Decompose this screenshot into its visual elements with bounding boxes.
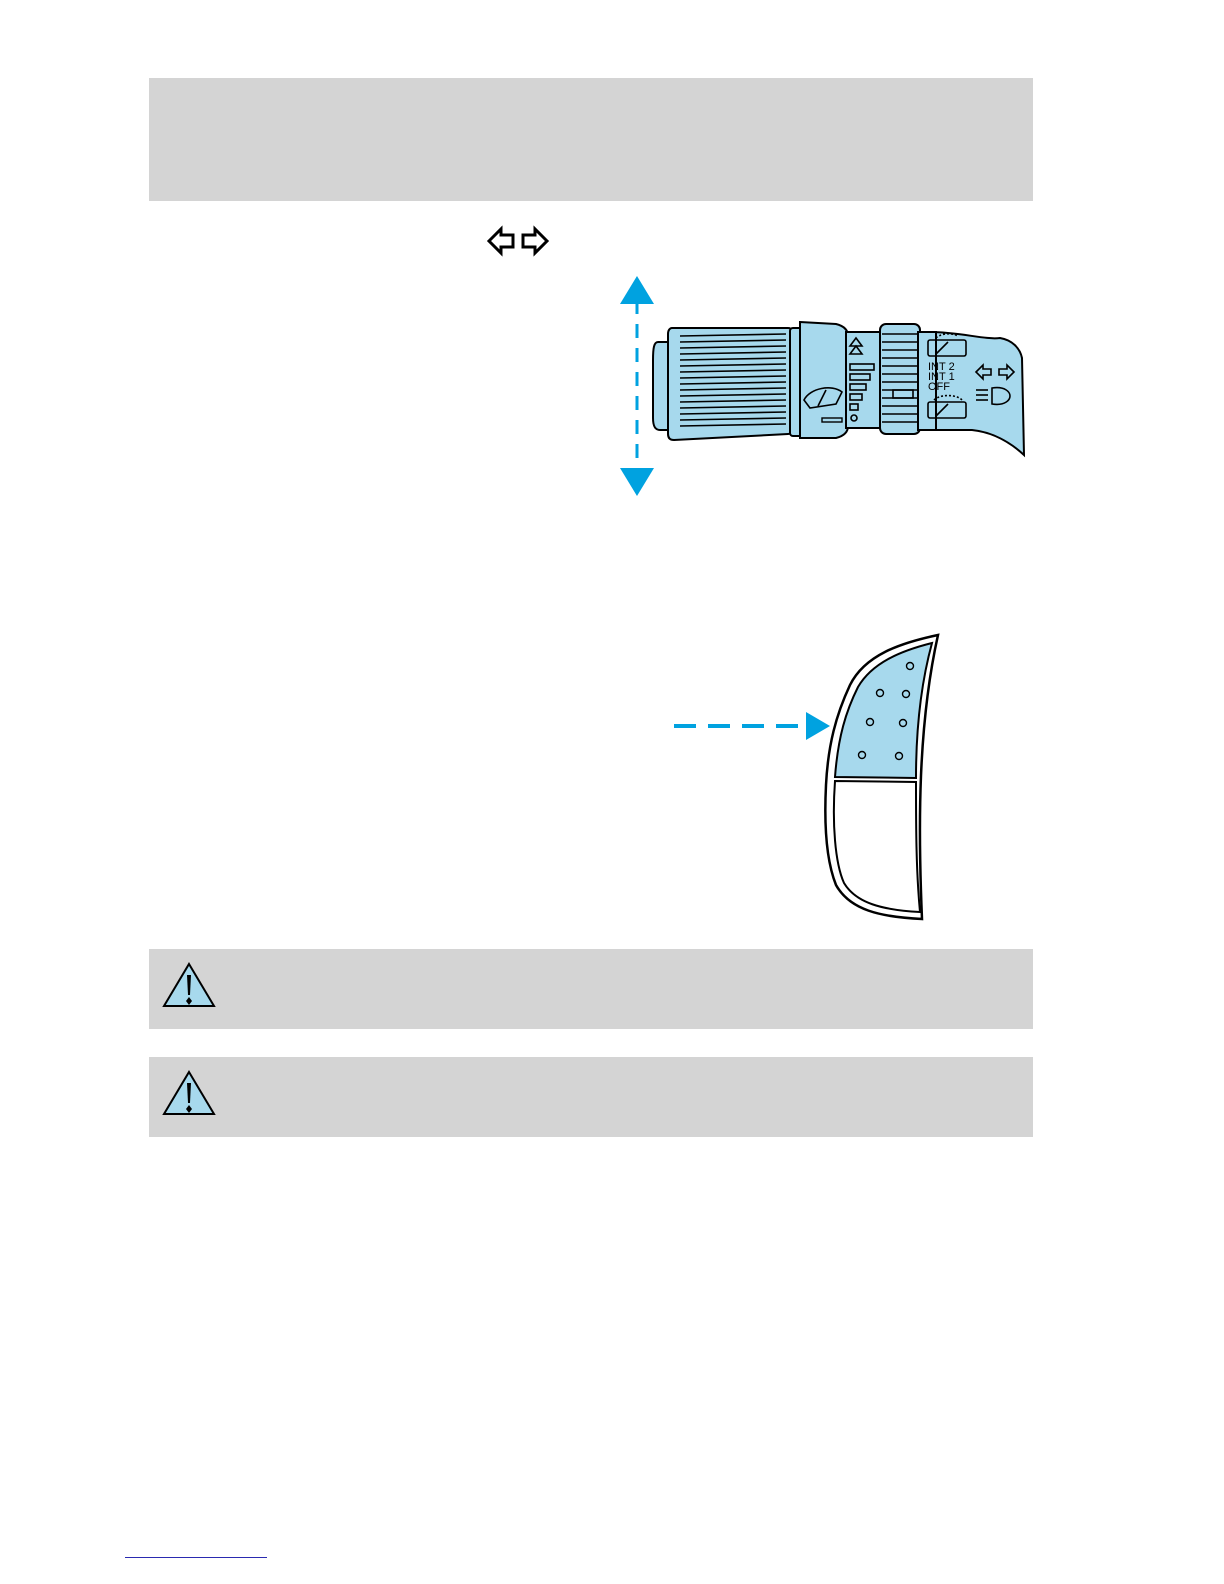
- right-arrow-icon: [523, 229, 547, 253]
- int1-label: INT 1: [928, 371, 955, 383]
- wiper-speed-ring: [800, 322, 848, 438]
- left-arrow-icon: [489, 229, 513, 253]
- right-arrow-indicator-icon: [674, 712, 830, 740]
- steering-wheel-button-illustration: [660, 625, 950, 930]
- footer-link-rule: [125, 1557, 267, 1558]
- header-band: [149, 78, 1033, 201]
- int2-label: INT 2: [928, 361, 955, 373]
- washer-ring: [880, 324, 920, 434]
- warning-icon: [161, 961, 217, 1009]
- warning-icon: [161, 1069, 217, 1117]
- up-down-arrow-icon: [620, 276, 654, 496]
- off-label: OFF: [928, 381, 950, 393]
- warning-box: [149, 1057, 1033, 1137]
- turn-signal-icon: [487, 225, 549, 257]
- warning-box: [149, 949, 1033, 1029]
- wiper-stalk-illustration: [600, 270, 1030, 505]
